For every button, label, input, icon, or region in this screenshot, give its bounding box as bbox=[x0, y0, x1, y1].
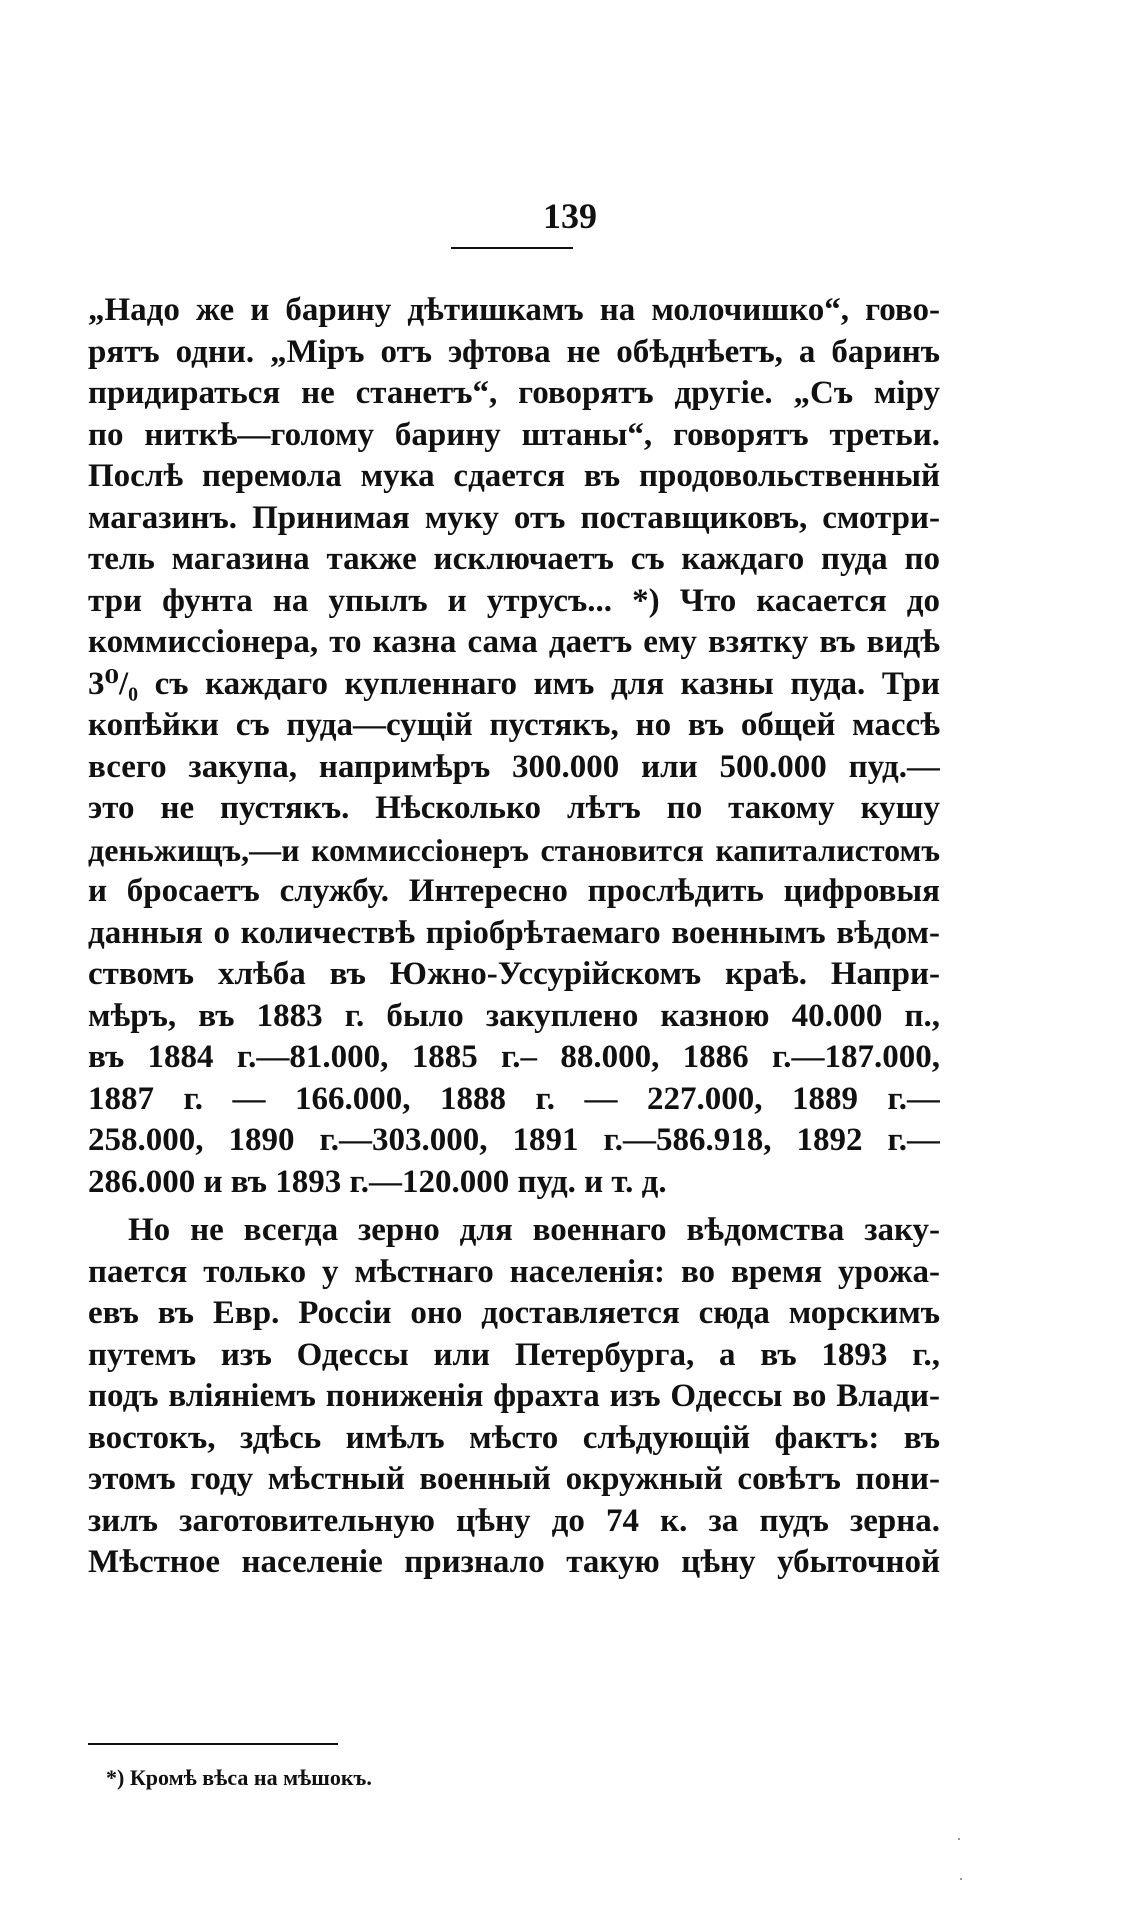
text-line: 286.000 и въ 1893 г.—120.000 пуд. и т. д. bbox=[88, 1163, 667, 1200]
paragraph-gap bbox=[88, 1203, 940, 1210]
text-line: по ниткѣ—голому барину штаны“, говорятъ третьи. bbox=[88, 416, 940, 453]
paragraph bbox=[88, 290, 940, 1203]
text-line: и бросаетъ службу. Интересно прослѣдить цифровыя bbox=[88, 873, 940, 909]
paper-speck bbox=[958, 1838, 960, 1840]
text-line: 1887 г. — 166.000, 1888 г. — 227.000, 1889 г.— bbox=[88, 1080, 940, 1117]
paragraph bbox=[88, 1210, 940, 1584]
text-line: Но не всегда зерно для военнаго вѣдомства заку- bbox=[128, 1212, 940, 1248]
text-line: всего закупа, напримѣръ 300.000 или 500.000 пуд.— bbox=[88, 748, 940, 785]
text-line: 258.000, 1890 г.—303.000, 1891 г.—586.918, 1892 г.— bbox=[88, 1122, 940, 1158]
text-line: этомъ году мѣстный военный окружный совѣтъ пони- bbox=[88, 1461, 940, 1497]
body-text bbox=[88, 290, 940, 1584]
text-line: магазинъ. Принимая муку отъ поставщиковъ, смотри- bbox=[88, 499, 940, 536]
text-line: подъ вліяніемъ пониженія фрахта изъ Одессы во Влади- bbox=[88, 1378, 940, 1414]
text-line: пается только у мѣстнаго населенія: во время урожа- bbox=[88, 1253, 940, 1290]
text-line: это не пустякъ. Нѣсколько лѣтъ по такому кушу bbox=[88, 790, 940, 826]
text-line: „Надо же и барину дѣтишкамъ на молочишко“, гово- bbox=[88, 292, 940, 328]
text-line: Мѣстное населеніе признало такую цѣну убыточной bbox=[88, 1544, 940, 1580]
text-line: копѣйки съ пуда—сущій пустякъ, но въ общей массѣ bbox=[88, 707, 940, 743]
text-line: три фунта на упылъ и утрусъ... *) Что касается до bbox=[88, 582, 940, 619]
text-line: евъ въ Евр. Россіи оно доставляется сюда морскимъ bbox=[88, 1295, 940, 1331]
text-line: востокъ, здѣсь имѣлъ мѣсто слѣдующій фактъ: въ bbox=[88, 1419, 940, 1456]
page-number-underline bbox=[451, 247, 573, 249]
text-line: путемъ изъ Одессы или Петербурга, а въ 1893 г., bbox=[88, 1336, 940, 1373]
text-line: Послѣ перемола мука сдается въ продовольственный bbox=[88, 458, 940, 494]
page-number: 139 bbox=[543, 196, 597, 236]
text-line: данныя о количествѣ пріобрѣтаемаго военнымъ вѣдом- bbox=[88, 914, 940, 951]
footnote-separator bbox=[88, 1743, 338, 1745]
text-line: ствомъ хлѣба въ Южно-Уссурійскомъ краѣ. Напри- bbox=[88, 956, 940, 992]
text-line: рятъ одни. „Міръ отъ эфтова не обѣднѣетъ, а баринъ bbox=[88, 333, 940, 370]
paper-speck bbox=[960, 1878, 962, 1880]
text-line: 3⁰/₀ съ каждаго купленнаго имъ для казны пуда. Три bbox=[88, 665, 940, 702]
text-line: придираться не станетъ“, говорятъ другіе. „Съ міру bbox=[88, 375, 940, 411]
text-line: въ 1884 г.—81.000, 1885 г.– 88.000, 1886 г.—187.000, bbox=[88, 1039, 940, 1075]
footnote: *) Кромѣ вѣса на мѣшокъ. bbox=[106, 1765, 372, 1790]
text-line: деньжищъ,—и коммиссіонеръ становится капиталистомъ bbox=[88, 831, 940, 868]
text-line: мѣръ, въ 1883 г. было закуплено казною 40.000 п., bbox=[88, 997, 940, 1034]
text-line: коммиссіонера, то казна сама даетъ ему взятку въ видѣ bbox=[88, 624, 940, 660]
text-line: тель магазина также исключаетъ съ каждаго пуда по bbox=[88, 541, 940, 577]
text-line: зилъ заготовительную цѣну до 74 к. за пудъ зерна. bbox=[88, 1502, 940, 1539]
